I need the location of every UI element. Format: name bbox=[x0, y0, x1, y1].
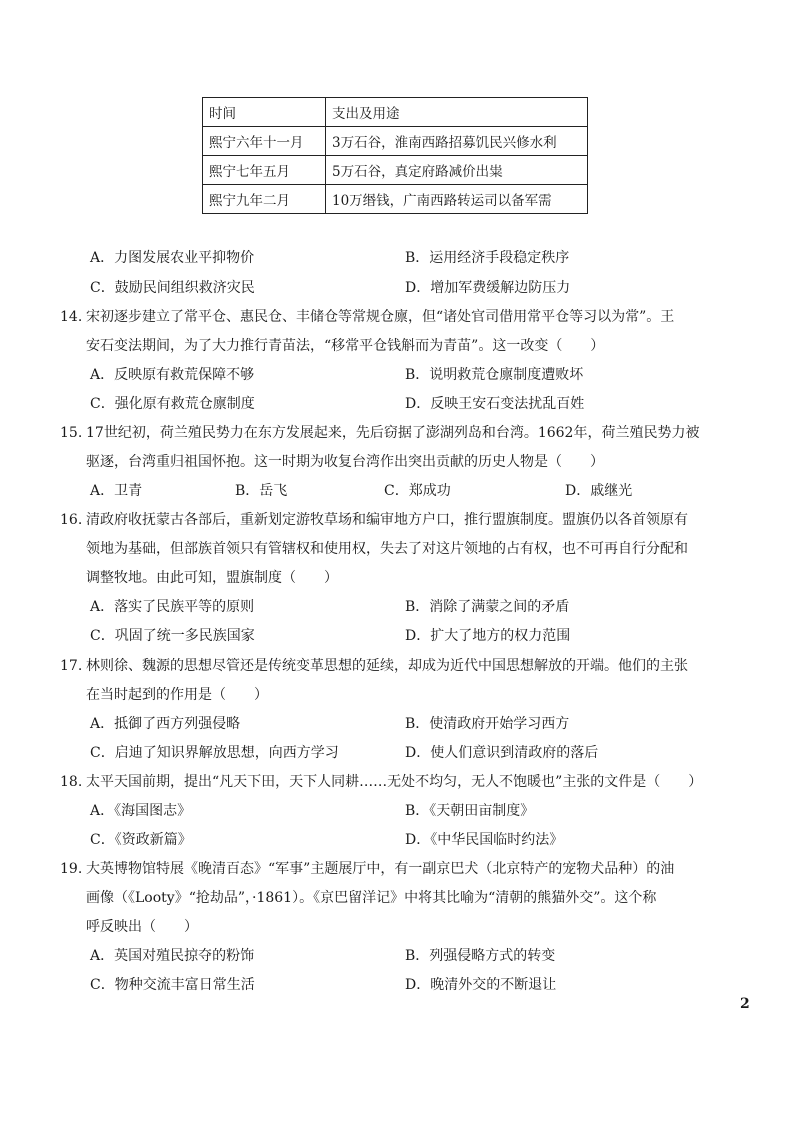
q19-text: 画像（《Looty》“抢劫品”，·1861）。《京巴留洋记》中将其比喻为“清朝的熊猫外交”。这个称 bbox=[86, 890, 657, 906]
table-row bbox=[203, 127, 588, 156]
table-header-cell: 支出及用途 bbox=[326, 98, 588, 127]
q13-option-a: A．力图发展农业平抑物价 bbox=[90, 250, 255, 266]
table-cell: 熙宁六年十一月 bbox=[203, 127, 326, 156]
q16-option-b: B．消除了满蒙之间的矛盾 bbox=[405, 599, 570, 615]
q15-option-b: B．岳飞 bbox=[235, 483, 288, 499]
table-header-cell: 时间 bbox=[203, 98, 326, 127]
q17-option-c: C．启迪了知识界解放思想，向西方学习 bbox=[90, 745, 339, 761]
q17-text: 在当时起到的作用是（ ） bbox=[86, 687, 268, 703]
table-row bbox=[203, 185, 588, 214]
q14-stem-line-2 bbox=[0, 334, 794, 358]
table-cell: 熙宁九年二月 bbox=[203, 185, 326, 214]
q14-option-b: B．说明救荒仓廪制度遭败坏 bbox=[405, 367, 584, 383]
q13-options-row-2 bbox=[0, 276, 794, 300]
q18-option-c: C．《资政新篇》 bbox=[90, 832, 192, 848]
q18-stem-line-1 bbox=[0, 770, 794, 794]
q18-option-b: B．《天朝田亩制度》 bbox=[405, 803, 535, 819]
q16-stem-line-3 bbox=[0, 566, 794, 590]
q19-option-a: A．英国对殖民掠夺的粉饰 bbox=[90, 948, 255, 964]
q17-text: 林则徐、魏源的思想尽管还是传统变革思想的延续，却成为近代中国思想解放的开端。他们的主张 bbox=[86, 658, 688, 674]
q19-option-c: C．物种交流丰富日常生活 bbox=[90, 977, 255, 993]
q17-option-a: A．抵御了西方列强侵略 bbox=[90, 716, 241, 732]
table-row bbox=[203, 156, 588, 185]
q16-text: 领地为基础，但部族首领只有管辖权和使用权，失去了对这片领地的占有权，也不可再自行分配和 bbox=[86, 541, 688, 557]
table-header-row bbox=[203, 98, 588, 127]
table-cell: 3万石谷，淮南西路招募饥民兴修水利 bbox=[326, 127, 588, 156]
q16-option-a: A．落实了民族平等的原则 bbox=[90, 599, 255, 615]
q17-number: 17. bbox=[60, 658, 83, 674]
q13-option-c: C．鼓励民间组织救济灾民 bbox=[90, 280, 255, 296]
q19-text: 大英博物馆特展《晚清百态》“军事”主题展厅中，有一副京巴犬（北京特产的宠物犬品种）的油 bbox=[86, 861, 675, 877]
q15-number: 15. bbox=[60, 425, 83, 441]
page-number: 2 bbox=[740, 996, 750, 1012]
q18-option-d: D．《中华民国临时约法》 bbox=[405, 832, 564, 848]
q13-option-d: D．增加军费缓解边防压力 bbox=[405, 280, 571, 296]
q17-stem-line-2 bbox=[0, 683, 794, 707]
q19-text: 呼反映出（ ） bbox=[86, 919, 198, 935]
q15-stem-line-2 bbox=[0, 450, 794, 474]
q16-number: 16. bbox=[60, 512, 83, 528]
expenditure-table bbox=[202, 97, 588, 214]
q14-option-a: A．反映原有救荒保障不够 bbox=[90, 367, 255, 383]
q19-stem-line-3 bbox=[0, 915, 794, 939]
q16-option-c: C．巩固了统一多民族国家 bbox=[90, 628, 255, 644]
q19-option-d: D．晚清外交的不断退让 bbox=[405, 977, 557, 993]
q14-option-c: C．强化原有救荒仓廪制度 bbox=[90, 396, 255, 412]
q17-option-d: D．使人们意识到清政府的落后 bbox=[405, 745, 599, 761]
q17-options-row-2 bbox=[0, 741, 794, 765]
q15-option-c: C．郑成功 bbox=[384, 483, 451, 499]
q15-option-a: A．卫青 bbox=[90, 483, 143, 499]
q15-stem-line-1 bbox=[0, 421, 794, 445]
q19-option-b: B．列强侵略方式的转变 bbox=[405, 948, 556, 964]
q16-text: 清政府收抚蒙古各部后，重新划定游牧草场和编审地方户口，推行盟旗制度。盟旗仍以各首领原有 bbox=[86, 512, 688, 528]
table-cell: 5万石谷，真定府路减价出粜 bbox=[326, 156, 588, 185]
q19-options-row-1 bbox=[0, 944, 794, 968]
q15-options-row bbox=[0, 479, 794, 503]
q14-options-row-2 bbox=[0, 392, 794, 416]
q15-text: 驱逐，台湾重归祖国怀抱。这一时期为收复台湾作出突出贡献的历史人物是（ ） bbox=[86, 454, 604, 470]
q16-options-row-1 bbox=[0, 595, 794, 619]
q14-option-d: D．反映王安石变法扰乱百姓 bbox=[405, 396, 585, 412]
q15-option-d: D．戚继光 bbox=[565, 483, 633, 499]
q18-options-row-1 bbox=[0, 799, 794, 823]
q16-stem-line-1 bbox=[0, 508, 794, 532]
table-cell: 10万缗钱，广南西路转运司以备军需 bbox=[326, 185, 588, 214]
q17-options-row-1 bbox=[0, 712, 794, 736]
q14-text: 宋初逐步建立了常平仓、惠民仓、丰储仓等常规仓廪，但“诸处官司借用常平仓等习以为常”。王 bbox=[86, 309, 675, 325]
q19-options-row-2 bbox=[0, 973, 794, 997]
q19-stem-line-1 bbox=[0, 857, 794, 881]
q14-stem-line-1 bbox=[0, 305, 794, 329]
q19-number: 19. bbox=[60, 861, 83, 877]
q13-options-row-1 bbox=[0, 246, 794, 270]
table-cell: 熙宁七年五月 bbox=[203, 156, 326, 185]
q16-options-row-2 bbox=[0, 624, 794, 648]
q14-text: 安石变法期间，为了大力推行青苗法，“移常平仓钱斛而为青苗”。这一改变（ ） bbox=[86, 338, 605, 354]
q14-number: 14. bbox=[60, 309, 83, 325]
q16-stem-line-2 bbox=[0, 537, 794, 561]
q14-options-row-1 bbox=[0, 363, 794, 387]
q19-stem-line-2 bbox=[0, 886, 794, 910]
q18-number: 18. bbox=[60, 774, 83, 790]
q17-stem-line-1 bbox=[0, 654, 794, 678]
q18-option-a: A．《海国图志》 bbox=[90, 803, 192, 819]
q13-option-b: B．运用经济手段稳定秩序 bbox=[405, 250, 570, 266]
q16-text: 调整牧地。由此可知，盟旗制度（ ） bbox=[86, 570, 338, 586]
q18-options-row-2 bbox=[0, 828, 794, 852]
q17-option-b: B．使清政府开始学习西方 bbox=[405, 716, 570, 732]
q18-text: 太平天国前期，提出“凡天下田，天下人同耕……无处不均匀，无人不饱暖也”主张的文件是（ ） bbox=[86, 774, 703, 790]
q16-option-d: D．扩大了地方的权力范围 bbox=[405, 628, 571, 644]
q15-text: 17世纪初，荷兰殖民势力在东方发展起来，先后窃据了澎湖列岛和台湾。1662年，荷兰殖民势力被 bbox=[86, 425, 700, 441]
